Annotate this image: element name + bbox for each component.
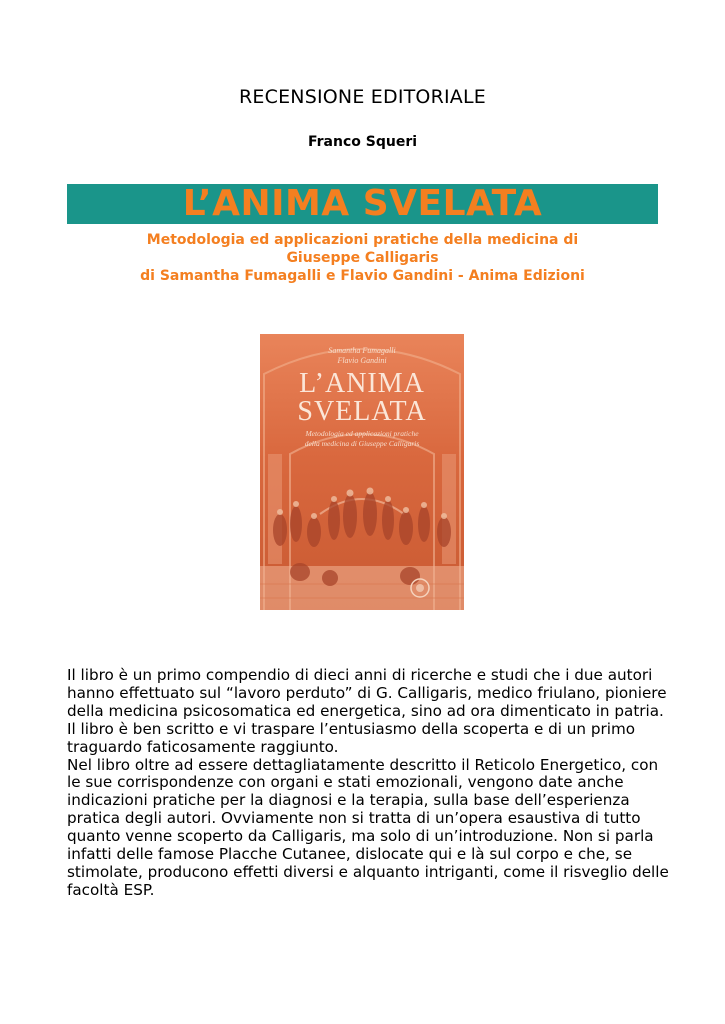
body-line: pratica degli autori. Ovviamente non si tratta di un’opera esaustiva di tutto [67, 809, 641, 828]
book-subtitle [0, 231, 725, 285]
cover-author-2: Flavio Gandini [337, 356, 387, 365]
body-line: traguardo faticosamente raggiunto. [67, 737, 339, 756]
subtitle-line: Giuseppe Calligaris [286, 250, 439, 266]
subtitle-line: di Samantha Fumagalli e Flavio Gandini - Anima Edizioni [140, 268, 585, 284]
body-line: facoltà ESP. [67, 880, 155, 899]
book-title: L’ANIMA SVELATA [182, 183, 543, 224]
body-line: della medicina psicosomatica ed energetica, sino ad ora dimenticato in patria. [67, 701, 664, 720]
body-line: le sue corrispondenze con organi e stati emozionali, vengono date anche [67, 773, 624, 792]
subtitle-line: Metodologia ed applicazioni pratiche della medicina di [146, 232, 579, 248]
cover-subtitle-1: Metodologia ed applicazioni pratiche [305, 429, 419, 438]
cover-title-line-1: L’ANIMA [299, 368, 425, 399]
cover-subtitle-2: della medicina di Giuseppe Calligaris [304, 439, 420, 448]
body-line: infatti delle famose Placche Cutanee, dislocate qui e là sul corpo e che, se [67, 845, 633, 864]
body-line: Il libro è un primo compendio di dieci anni di ricerche e studi che i due autori [67, 666, 653, 684]
body-line: Nel libro oltre ad essere dettagliatamente descritto il Reticolo Energetico, con [67, 755, 659, 774]
body-line: quanto venne scoperto da Calligaris, ma solo di un’introduzione. Non si parla [67, 827, 654, 846]
review-author: Franco Squeri [307, 134, 418, 150]
body-line: Il libro è ben scritto e vi traspare l’entusiasmo della scoperta e di un primo [67, 719, 636, 738]
review-heading: RECENSIONE EDITORIALE [239, 86, 486, 108]
body-line: indicazioni pratiche per la diagnosi e la terapia, sulla base dell’esperienza [67, 791, 630, 810]
review-body [67, 667, 667, 900]
book-cover-illustration [260, 334, 464, 610]
title-banner [67, 184, 658, 224]
cover-author-1: Samantha Fumagalli [328, 346, 396, 355]
cover-title-line-2: SVELATA [297, 396, 427, 427]
book-cover-image [260, 334, 464, 610]
body-line: stimolate, producono effetti diversi e alquanto intriganti, come il risveglio delle [67, 862, 669, 881]
body-line: hanno effettuato sul “lavoro perduto” di G. Calligaris, medico friulano, pioniere [67, 683, 667, 702]
